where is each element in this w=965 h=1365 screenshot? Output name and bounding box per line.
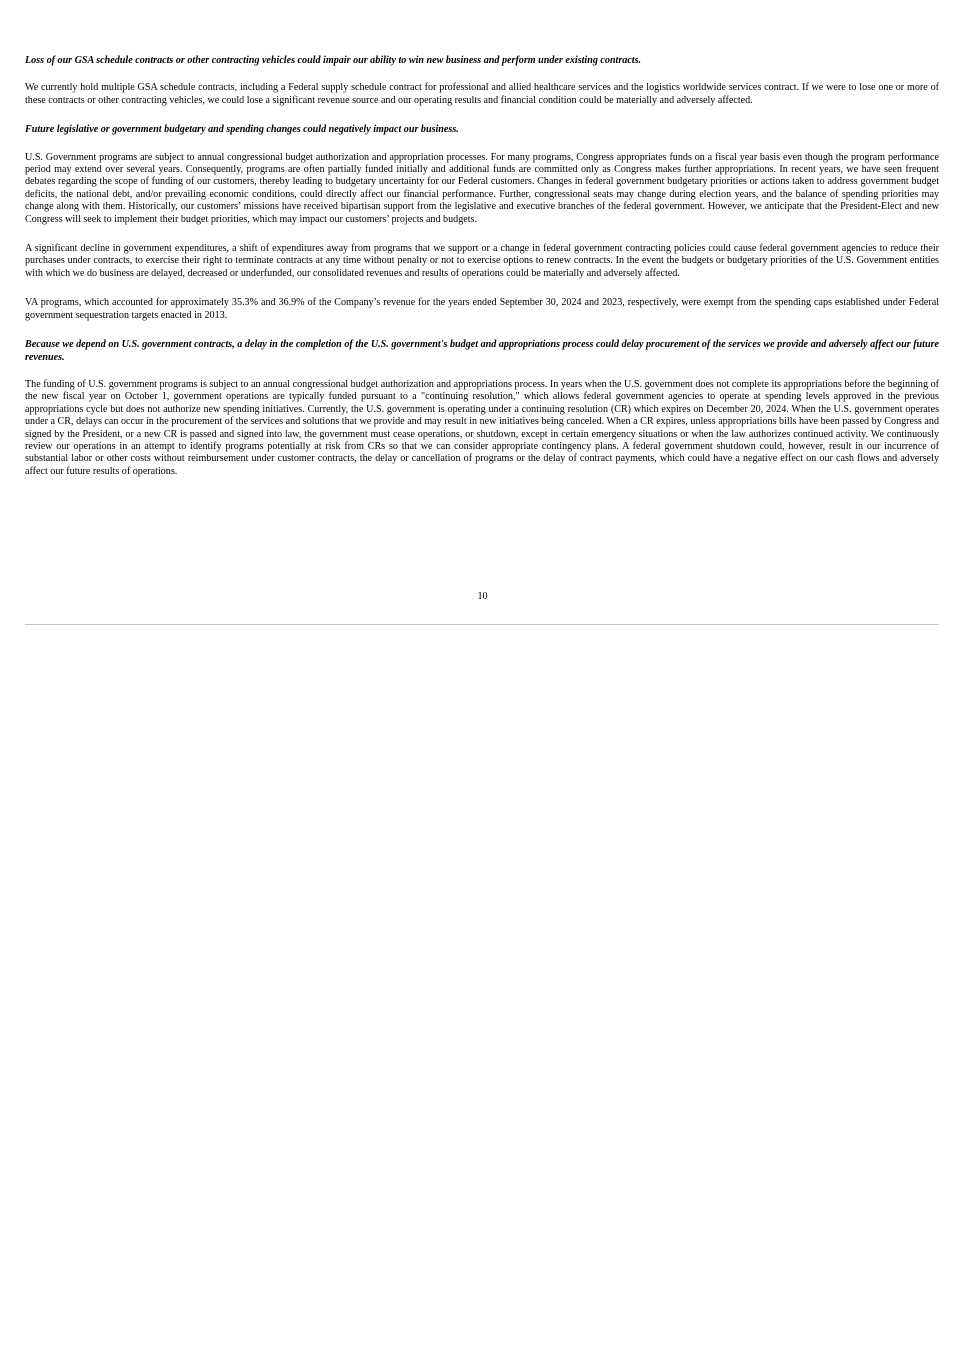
section-heading-appropriations-delay: Because we depend on U.S. government contracts, a delay in the completion of the U.S. government's budget and appropriations process could delay procurement of the services we provide and adversely affect our future revenues. bbox=[25, 339, 939, 363]
section-heading-gsa-contracts: Loss of our GSA schedule contracts or other contracting vehicles could impair our ability to win new business and perform under existing contracts. bbox=[25, 55, 642, 66]
paragraph-va-programs: VA programs, which accounted for approximately 35.3% and 36.9% of the Company’s revenue for the years ended September 30, 2024 and 2023, respectively, were exempt from the spending caps established under Federal government sequestration targets enacted in 2013. bbox=[25, 297, 939, 321]
section-heading-budget-changes: Future legislative or government budgetary and spending changes could negatively impact our business. bbox=[25, 124, 459, 136]
paragraph-continuing-resolution: The funding of U.S. government programs is subject to an annual congressional budget authorization and appropriations process. In years when the U.S. government does not complete its appropriations before the beginning of the new fiscal year on October 1, government operations are typically funded pursuant to a "continuing resolution," which allows federal government agencies to operate at spending levels approved in the previous appropriations cycle but does not authorize new spending initiatives. Currently, the U.S. government is operating under a continuing resolution (CR) which expires on December 20, 2024. When the U.S. government operates under a CR, delays can occur in the procurement of the services and solutions that we provide and may result in new initiatives being canceled. When a CR expires, unless appropriations bills have been passed by Congress and signed by the President, or a new CR is passed and signed into law, the government must cease operations, or shutdown, except in certain emergency situations or when the law authorizes continued activity. We continuously review our operations in an attempt to identify programs potentially at risk from CRs so that we can consider appropriate contingency plans. A federal government shutdown could, however, result in our incurrence of substantial labor or other costs without reimbursement under customer contracts, the delay or cancellation of programs or the delay of contract payments, which could have a negative effect on our cash flows and adversely affect our future results of operations. bbox=[25, 378, 939, 477]
page-divider bbox=[25, 624, 939, 625]
paragraph-expenditure-decline: A significant decline in government expenditures, a shift of expenditures away from programs that we support or a change in federal government contracting policies could cause federal government agencies to reduce their purchases under contracts, to exercise their right to terminate contracts at any time without penalty or not to exercise options to renew contracts. In the event the budgets or budgetary priorities of the U.S. Government entities with which we do business are delayed, decreased or underfunded, our consolidated revenues and results of operations could be materially and adversely affected. bbox=[25, 243, 939, 279]
document-page bbox=[25, 55, 939, 478]
paragraph-budget-process: U.S. Government programs are subject to annual congressional budget authorization and appropriation processes. For many programs, Congress appropriates funds on a fiscal year basis even though the program performance period may extend over several years. Consequently, programs are often partially funded initially and additional funds are committed only as Congress makes further appropriations. In recent years, we have seen frequent debates regarding the scope of funding of our customers, thereby leading to budgetary uncertainty for our Federal customers. Changes in federal government budgetary priorities or actions taken to address government budget deficits, the national debt, and/or prevailing economic conditions, could directly affect our financial performance. Further, congressional seats may change during election years, and the balance of spending priorities may change along with them. Historically, our customers’ missions have received bipartisan support from the legislative and executive branches of the federal government. However, we anticipate that the President-Elect and new Congress will seek to implement their budget priorities, which may impact our customers’ projects and budgets. bbox=[25, 151, 939, 225]
paragraph-gsa-contracts: We currently hold multiple GSA schedule contracts, including a Federal supply schedule contract for professional and allied healthcare services and the logistics worldwide services contract. If we were to lose one or more of these contracts or other contracting vehicles, we could lose a significant revenue source and our operating results and financial condition could be materially and adversely affected. bbox=[25, 82, 939, 106]
page-number: 10 bbox=[477, 591, 488, 602]
